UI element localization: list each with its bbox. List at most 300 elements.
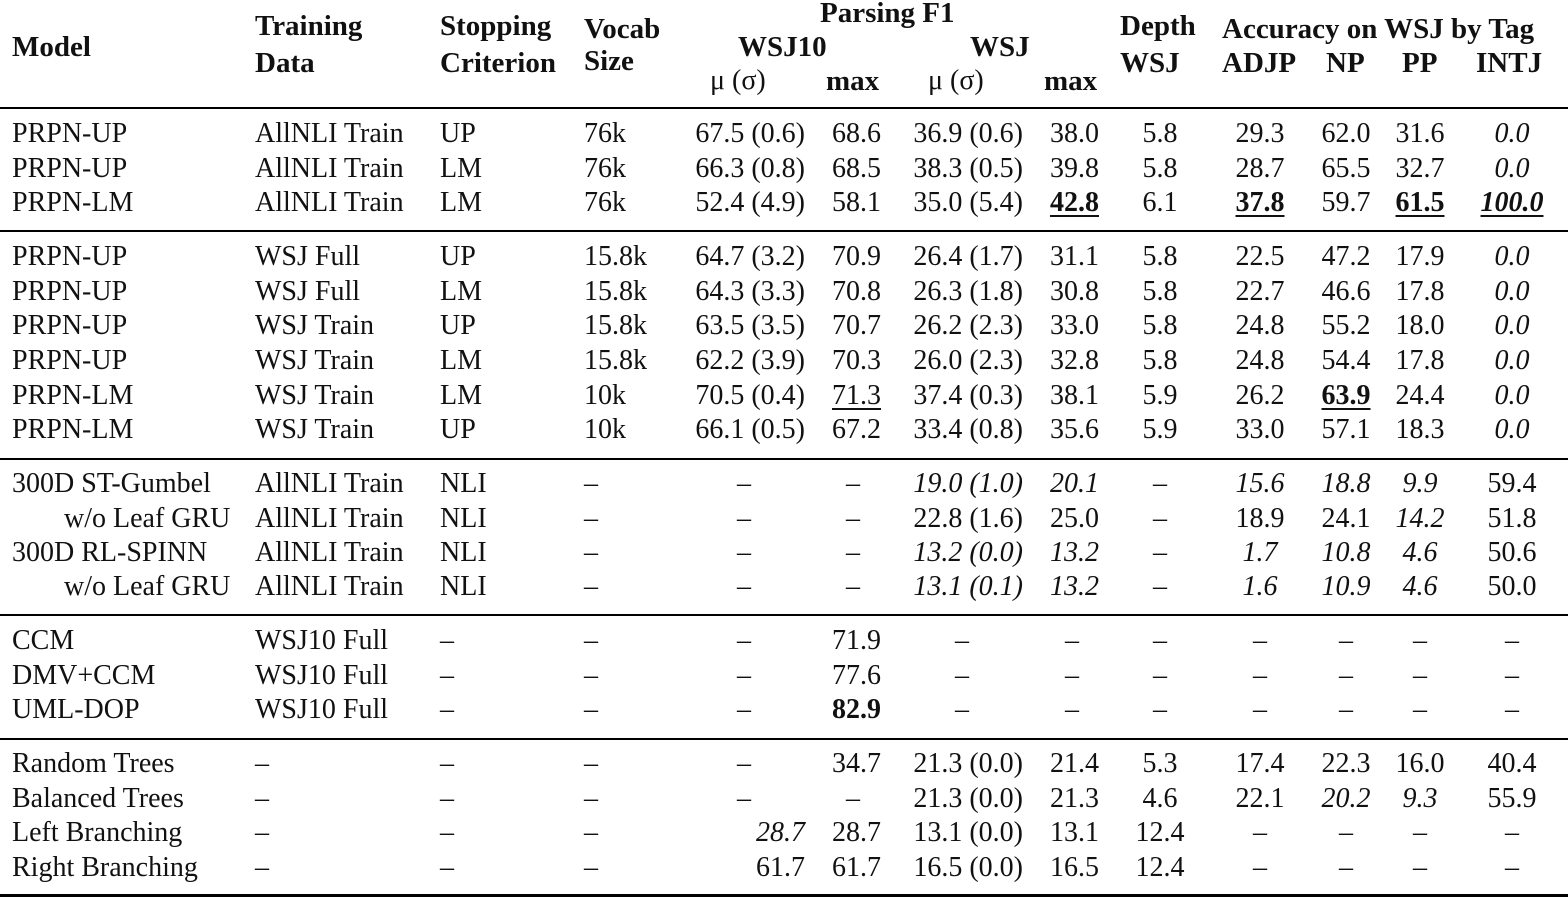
cell-w10mu: – — [737, 694, 751, 725]
cell-intj: 0.0 — [1494, 345, 1530, 376]
header-depth-line1: Depth — [1120, 10, 1196, 42]
header-np: NP — [1326, 47, 1365, 79]
cell-vocab: 15.8k — [584, 310, 647, 341]
cell-adjp: 37.8 — [1235, 187, 1285, 218]
cell-w10max: 58.1 — [832, 187, 881, 218]
cell-pp: – — [1413, 660, 1427, 691]
cell-data: WSJ Full — [255, 241, 361, 272]
cell-np: 46.6 — [1321, 276, 1371, 307]
cell-depth: 5.8 — [1142, 153, 1178, 184]
cell-intj: 0.0 — [1494, 310, 1530, 341]
cell-depth: 5.8 — [1142, 345, 1178, 376]
cell-np: 22.3 — [1321, 748, 1371, 779]
table-row — [0, 816, 1568, 850]
cell-depth: 4.6 — [1142, 783, 1178, 814]
table-row — [0, 782, 1568, 816]
group-rule-1 — [0, 230, 1568, 232]
header-wsj-max: max — [1044, 65, 1098, 97]
table-row — [0, 309, 1568, 343]
cell-adjp: – — [1253, 852, 1267, 883]
cell-intj: 0.0 — [1494, 276, 1530, 307]
cell-data: WSJ Train — [255, 380, 375, 411]
cell-model: Right Branching — [12, 852, 198, 883]
cell-model: PRPN-UP — [12, 241, 128, 272]
cell-wmax: 21.3 — [1050, 783, 1099, 814]
cell-wmu: 21.3 (0.0) — [913, 748, 1023, 779]
header-model: Model — [12, 31, 91, 63]
cell-depth: 5.8 — [1142, 241, 1178, 272]
table-row — [0, 659, 1568, 693]
cell-stop: NLI — [440, 571, 487, 602]
cell-data: AllNLI Train — [255, 468, 404, 499]
cell-wmax: 38.1 — [1050, 380, 1099, 411]
cell-w10mu: – — [737, 748, 751, 779]
group-rule-4 — [0, 738, 1568, 740]
cell-model: w/o Leaf GRU — [64, 503, 231, 534]
cell-np: – — [1339, 852, 1353, 883]
cell-adjp: 26.2 — [1235, 380, 1285, 411]
cell-intj: 0.0 — [1494, 153, 1530, 184]
cell-vocab: – — [584, 660, 598, 691]
cell-wmax: – — [1065, 694, 1079, 725]
cell-w10mu: – — [737, 537, 751, 568]
header-stopping-line2: Criterion — [440, 47, 556, 79]
cell-stop: UP — [440, 414, 476, 445]
cell-pp: 17.8 — [1395, 276, 1445, 307]
cell-adjp: 24.8 — [1235, 310, 1285, 341]
cell-w10mu: – — [737, 571, 751, 602]
cell-w10max: – — [846, 783, 860, 814]
cell-wmu: 37.4 (0.3) — [913, 380, 1023, 411]
table-row — [0, 152, 1568, 186]
cell-stop: – — [440, 783, 454, 814]
cell-depth: – — [1153, 694, 1167, 725]
cell-wmu: 26.2 (2.3) — [913, 310, 1023, 341]
cell-intj: 100.0 — [1480, 187, 1544, 218]
cell-stop: UP — [440, 241, 476, 272]
cell-wmu: 26.4 (1.7) — [913, 241, 1023, 272]
cell-data: AllNLI Train — [255, 187, 404, 218]
cell-vocab: – — [584, 625, 598, 656]
table-row — [0, 413, 1568, 447]
cell-wmu: 36.9 (0.6) — [913, 118, 1023, 149]
cell-stop: UP — [440, 310, 476, 341]
cell-wmu: 13.1 (0.1) — [913, 571, 1023, 602]
cell-data: – — [255, 748, 269, 779]
cell-intj: – — [1505, 660, 1519, 691]
cell-depth: 5.8 — [1142, 276, 1178, 307]
cell-data: AllNLI Train — [255, 537, 404, 568]
cell-intj: 40.4 — [1487, 748, 1537, 779]
cell-depth: – — [1153, 625, 1167, 656]
cell-vocab: 15.8k — [584, 345, 647, 376]
cell-w10max: 67.2 — [832, 414, 881, 445]
cell-adjp: 22.5 — [1235, 241, 1285, 272]
cell-w10max: 34.7 — [832, 748, 881, 779]
cell-np: 63.9 — [1321, 380, 1371, 411]
cell-pp: 18.3 — [1395, 414, 1445, 445]
cell-w10mu: 63.5 (3.5) — [695, 310, 805, 341]
header-wsj-mu-sigma: μ (σ) — [928, 65, 984, 96]
cell-depth: 6.1 — [1142, 187, 1178, 218]
cell-pp: 4.6 — [1402, 537, 1438, 568]
cell-intj: 55.9 — [1487, 783, 1537, 814]
cell-data: WSJ10 Full — [255, 694, 389, 725]
header-adjp: ADJP — [1222, 47, 1297, 79]
cell-adjp: 1.6 — [1242, 571, 1278, 602]
cell-data: WSJ Train — [255, 414, 375, 445]
group-rule-2 — [0, 458, 1568, 460]
cell-np: – — [1339, 660, 1353, 691]
cell-w10max: 28.7 — [832, 817, 881, 848]
cell-pp: 32.7 — [1395, 153, 1445, 184]
cell-wmu: – — [955, 660, 969, 691]
cell-pp: 4.6 — [1402, 571, 1438, 602]
table-row — [0, 275, 1568, 309]
cell-wmax: 33.0 — [1050, 310, 1099, 341]
cell-data: WSJ Train — [255, 345, 375, 376]
header-rule — [0, 107, 1568, 109]
cell-data: AllNLI Train — [255, 503, 404, 534]
header-pp: PP — [1402, 47, 1438, 79]
cell-w10max: 71.9 — [832, 625, 881, 656]
cell-intj: 0.0 — [1494, 380, 1530, 411]
cell-pp: 14.2 — [1395, 503, 1445, 534]
cell-np: 59.7 — [1321, 187, 1371, 218]
cell-w10mu: 64.3 (3.3) — [695, 276, 805, 307]
cell-intj: 50.0 — [1487, 571, 1537, 602]
cell-depth: – — [1153, 660, 1167, 691]
cell-wmax: 25.0 — [1050, 503, 1099, 534]
cell-w10mu: 66.1 (0.5) — [695, 414, 805, 445]
cell-np: 65.5 — [1321, 153, 1371, 184]
cell-np: 55.2 — [1321, 310, 1371, 341]
cell-model: PRPN-UP — [12, 345, 128, 376]
cell-vocab: – — [584, 694, 598, 725]
cell-stop: LM — [440, 187, 482, 218]
cell-stop: – — [440, 817, 454, 848]
table-row — [0, 379, 1568, 413]
cell-wmu: 26.3 (1.8) — [913, 276, 1023, 307]
cell-adjp: 22.7 — [1235, 276, 1285, 307]
cell-adjp: 1.7 — [1242, 537, 1278, 568]
cell-vocab: 10k — [584, 380, 626, 411]
cell-wmax: 42.8 — [1050, 187, 1099, 218]
cell-depth: – — [1153, 537, 1167, 568]
bottom-rule — [0, 894, 1568, 897]
cell-w10max: 70.9 — [832, 241, 881, 272]
cell-pp: 17.9 — [1395, 241, 1445, 272]
cell-wmu: 21.3 (0.0) — [913, 783, 1023, 814]
cell-vocab: – — [584, 468, 598, 499]
cell-depth: 5.9 — [1142, 414, 1178, 445]
cell-wmu: – — [955, 625, 969, 656]
cell-w10mu: 61.7 — [756, 852, 805, 883]
cell-np: 57.1 — [1321, 414, 1371, 445]
cell-intj: 50.6 — [1487, 537, 1537, 568]
cell-w10mu: 66.3 (0.8) — [695, 153, 805, 184]
cell-data: AllNLI Train — [255, 571, 404, 602]
cell-wmax: – — [1065, 660, 1079, 691]
table-row — [0, 117, 1568, 151]
cell-stop: LM — [440, 276, 482, 307]
cell-model: CCM — [12, 625, 75, 656]
cell-np: 10.8 — [1321, 537, 1371, 568]
cell-stop: UP — [440, 118, 476, 149]
cell-adjp: 24.8 — [1235, 345, 1285, 376]
cell-data: WSJ10 Full — [255, 625, 389, 656]
cell-w10mu: – — [737, 468, 751, 499]
group-rule-3 — [0, 614, 1568, 616]
cell-intj: – — [1505, 817, 1519, 848]
header-vocab-line2: Size — [584, 45, 634, 77]
cell-intj: – — [1505, 625, 1519, 656]
cell-pp: – — [1413, 817, 1427, 848]
cell-wmu: 35.0 (5.4) — [913, 187, 1023, 218]
cell-depth: – — [1153, 468, 1167, 499]
cell-np: 20.2 — [1321, 783, 1371, 814]
cell-model: PRPN-UP — [12, 276, 128, 307]
cell-w10mu: – — [737, 660, 751, 691]
cell-data: WSJ Full — [255, 276, 361, 307]
cell-adjp: 15.6 — [1235, 468, 1285, 499]
cell-w10mu: – — [737, 625, 751, 656]
cell-wmu: 38.3 (0.5) — [913, 153, 1023, 184]
table-row — [0, 747, 1568, 781]
cell-w10mu: 67.5 (0.6) — [695, 118, 805, 149]
cell-model: PRPN-LM — [12, 380, 134, 411]
table-row — [0, 502, 1568, 536]
cell-stop: – — [440, 852, 454, 883]
header-wsj10: WSJ10 — [738, 31, 827, 63]
cell-pp: 18.0 — [1395, 310, 1445, 341]
cell-wmu: – — [955, 694, 969, 725]
cell-wmax: 31.1 — [1050, 241, 1099, 272]
cell-vocab: 15.8k — [584, 276, 647, 307]
cell-wmax: 32.8 — [1050, 345, 1099, 376]
cell-model: Random Trees — [12, 748, 175, 779]
cell-w10mu: – — [737, 503, 751, 534]
cell-vocab: – — [584, 537, 598, 568]
cell-wmu: 22.8 (1.6) — [913, 503, 1023, 534]
cell-data: – — [255, 783, 269, 814]
cell-w10max: – — [846, 468, 860, 499]
cell-w10mu: 62.2 (3.9) — [695, 345, 805, 376]
cell-adjp: – — [1253, 817, 1267, 848]
cell-np: 47.2 — [1321, 241, 1371, 272]
cell-pp: 31.6 — [1395, 118, 1445, 149]
header-accuracy: Accuracy on WSJ by Tag — [1222, 13, 1535, 45]
table-row — [0, 467, 1568, 501]
cell-intj: – — [1505, 852, 1519, 883]
cell-pp: – — [1413, 852, 1427, 883]
cell-vocab: 10k — [584, 414, 626, 445]
cell-depth: 5.8 — [1142, 310, 1178, 341]
cell-wmax: 16.5 — [1050, 852, 1099, 883]
cell-vocab: 76k — [584, 187, 626, 218]
cell-adjp: 29.3 — [1235, 118, 1285, 149]
cell-pp: 61.5 — [1395, 187, 1445, 218]
cell-depth: 5.9 — [1142, 380, 1178, 411]
cell-data: WSJ Train — [255, 310, 375, 341]
cell-adjp: – — [1253, 660, 1267, 691]
cell-model: Balanced Trees — [12, 783, 184, 814]
table-row — [0, 186, 1568, 220]
cell-vocab: 76k — [584, 153, 626, 184]
cell-w10max: 82.9 — [832, 694, 881, 725]
cell-stop: – — [440, 660, 454, 691]
cell-adjp: 28.7 — [1235, 153, 1285, 184]
header-wsj: WSJ — [970, 31, 1030, 63]
table-row — [0, 693, 1568, 727]
cell-depth: – — [1153, 503, 1167, 534]
cell-w10mu: 52.4 (4.9) — [695, 187, 805, 218]
cell-w10max: 71.3 — [832, 380, 881, 411]
cell-model: PRPN-LM — [12, 414, 134, 445]
cell-w10max: 68.6 — [832, 118, 881, 149]
cell-model: PRPN-LM — [12, 187, 134, 218]
cell-vocab: 15.8k — [584, 241, 647, 272]
cell-wmax: 30.8 — [1050, 276, 1099, 307]
cell-np: 24.1 — [1321, 503, 1371, 534]
cell-wmu: 26.0 (2.3) — [913, 345, 1023, 376]
header-intj: INTJ — [1476, 47, 1543, 79]
cell-intj: 0.0 — [1494, 414, 1530, 445]
cell-wmu: 13.2 (0.0) — [913, 537, 1023, 568]
cell-adjp: 33.0 — [1235, 414, 1285, 445]
table-row — [0, 344, 1568, 378]
cell-pp: 9.3 — [1402, 783, 1438, 814]
cell-wmax: 20.1 — [1050, 468, 1099, 499]
cell-pp: – — [1413, 694, 1427, 725]
cell-w10mu: 70.5 (0.4) — [695, 380, 805, 411]
cell-model: DMV+CCM — [12, 660, 156, 691]
cell-adjp: 22.1 — [1235, 783, 1285, 814]
cell-w10max: – — [846, 537, 860, 568]
cell-w10max: – — [846, 503, 860, 534]
cell-vocab: 76k — [584, 118, 626, 149]
cell-vocab: – — [584, 571, 598, 602]
header-training-line2: Data — [255, 47, 315, 79]
cell-vocab: – — [584, 852, 598, 883]
cell-wmax: 13.2 — [1050, 537, 1099, 568]
cell-wmax: 38.0 — [1050, 118, 1099, 149]
cell-np: 62.0 — [1321, 118, 1371, 149]
cell-np: – — [1339, 694, 1353, 725]
cell-intj: 51.8 — [1487, 503, 1537, 534]
cell-stop: LM — [440, 380, 482, 411]
cell-stop: NLI — [440, 537, 487, 568]
cell-wmu: 19.0 (1.0) — [913, 468, 1023, 499]
cell-data: – — [255, 852, 269, 883]
cell-intj: 0.0 — [1494, 118, 1530, 149]
header-depth-line2: WSJ — [1120, 47, 1180, 79]
cell-stop: – — [440, 625, 454, 656]
cell-wmax: – — [1065, 625, 1079, 656]
header-training-line1: Training — [255, 10, 363, 42]
cell-np: 54.4 — [1321, 345, 1371, 376]
cell-stop: LM — [440, 153, 482, 184]
cell-pp: – — [1413, 625, 1427, 656]
cell-model: w/o Leaf GRU — [64, 571, 231, 602]
cell-data: AllNLI Train — [255, 153, 404, 184]
cell-wmax: 35.6 — [1050, 414, 1099, 445]
cell-w10max: 68.5 — [832, 153, 881, 184]
cell-pp: 24.4 — [1395, 380, 1445, 411]
cell-w10max: – — [846, 571, 860, 602]
cell-stop: – — [440, 748, 454, 779]
cell-np: 18.8 — [1321, 468, 1371, 499]
cell-w10max: 70.7 — [832, 310, 881, 341]
cell-wmax: 13.2 — [1050, 571, 1099, 602]
cell-depth: – — [1153, 571, 1167, 602]
cell-depth: 12.4 — [1135, 817, 1185, 848]
cell-w10mu: – — [737, 783, 751, 814]
table-row — [0, 240, 1568, 274]
header-wsj10-mu-sigma: μ (σ) — [710, 65, 766, 96]
cell-w10max: 70.8 — [832, 276, 881, 307]
cell-stop: NLI — [440, 468, 487, 499]
cell-data: WSJ10 Full — [255, 660, 389, 691]
cell-model: Left Branching — [12, 817, 183, 848]
cell-stop: NLI — [440, 503, 487, 534]
cell-np: – — [1339, 625, 1353, 656]
cell-np: – — [1339, 817, 1353, 848]
cell-stop: – — [440, 694, 454, 725]
cell-vocab: – — [584, 503, 598, 534]
header-vocab-line1: Vocab — [584, 13, 661, 45]
cell-wmax: 13.1 — [1050, 817, 1099, 848]
cell-model: 300D RL-SPINN — [12, 537, 208, 568]
cell-data: AllNLI Train — [255, 118, 404, 149]
cell-model: 300D ST-Gumbel — [12, 468, 211, 499]
cell-data: – — [255, 817, 269, 848]
cell-pp: 9.9 — [1402, 468, 1438, 499]
cell-pp: 16.0 — [1395, 748, 1445, 779]
cell-vocab: – — [584, 748, 598, 779]
cell-model: PRPN-UP — [12, 153, 128, 184]
cell-depth: 5.3 — [1142, 748, 1178, 779]
table-row — [0, 570, 1568, 604]
cell-depth: 12.4 — [1135, 852, 1185, 883]
cell-w10max: 77.6 — [832, 660, 881, 691]
cell-wmax: 21.4 — [1050, 748, 1099, 779]
table-row — [0, 851, 1568, 885]
cell-intj: 0.0 — [1494, 241, 1530, 272]
cell-w10mu: 64.7 (3.2) — [695, 241, 805, 272]
cell-model: PRPN-UP — [12, 310, 128, 341]
cell-adjp: – — [1253, 694, 1267, 725]
cell-vocab: – — [584, 783, 598, 814]
cell-wmu: 13.1 (0.0) — [913, 817, 1023, 848]
cell-wmax: 39.8 — [1050, 153, 1099, 184]
cell-intj: 59.4 — [1487, 468, 1537, 499]
cell-adjp: 17.4 — [1235, 748, 1285, 779]
cell-adjp: – — [1253, 625, 1267, 656]
cell-w10max: 61.7 — [832, 852, 881, 883]
cell-np: 10.9 — [1321, 571, 1371, 602]
cell-wmu: 16.5 (0.0) — [913, 852, 1023, 883]
cell-vocab: – — [584, 817, 598, 848]
cell-model: PRPN-UP — [12, 118, 128, 149]
cell-wmu: 33.4 (0.8) — [913, 414, 1023, 445]
header-parsing-f1: Parsing F1 — [820, 0, 955, 29]
cell-adjp: 18.9 — [1235, 503, 1285, 534]
cell-pp: 17.8 — [1395, 345, 1445, 376]
header-wsj10-max: max — [826, 65, 880, 97]
cell-w10mu: 28.7 — [756, 817, 805, 848]
cell-intj: – — [1505, 694, 1519, 725]
